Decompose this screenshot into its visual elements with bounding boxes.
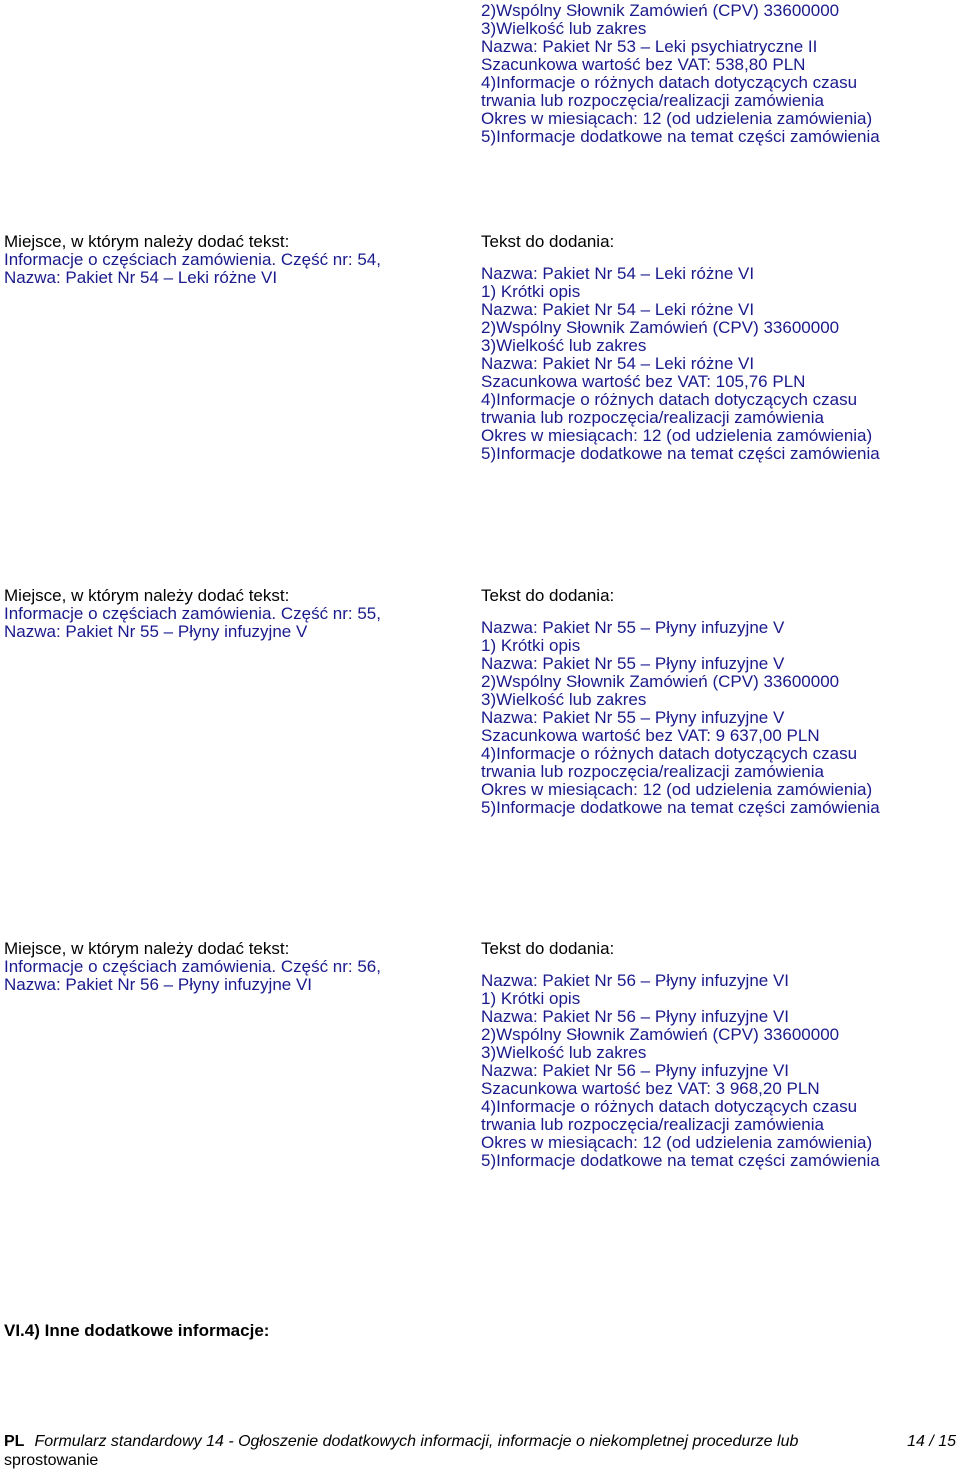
page-number: 14 / 15 bbox=[907, 1433, 956, 1450]
text-line: 2)Wspólny Słownik Zamówień (CPV) 33600000 bbox=[481, 318, 840, 337]
place-line: Informacje o częściach zamówienia. Część nr: 54, bbox=[4, 250, 381, 269]
text-line: 5)Informacje dodatkowe na temat części zamówienia bbox=[481, 1151, 880, 1170]
text-line: Nazwa: Pakiet Nr 55 – Płyny infuzyjne V bbox=[481, 708, 785, 727]
text-line: 4)Informacje o różnych datach dotyczących czasu bbox=[481, 73, 858, 92]
text-line: Nazwa: Pakiet Nr 55 – Płyny infuzyjne V bbox=[481, 618, 785, 637]
footer-description: Formularz standardowy 14 - Ogłoszenie dodatkowych informacji, informacje o niekompletnej procedurze lub bbox=[34, 1433, 799, 1450]
place-line: Nazwa: Pakiet Nr 54 – Leki różne VI bbox=[4, 268, 278, 287]
text-line: 1) Krótki opis bbox=[481, 989, 581, 1008]
text-line: Okres w miesiącach: 12 (od udzielenia zamówienia) bbox=[481, 1133, 873, 1152]
text-line: 1) Krótki opis bbox=[481, 636, 581, 655]
text-line: trwania lub rozpoczęcia/realizacji zamówienia bbox=[481, 91, 824, 110]
text-line: Nazwa: Pakiet Nr 54 – Leki różne VI bbox=[481, 300, 755, 319]
text-line: Nazwa: Pakiet Nr 54 – Leki różne VI bbox=[481, 354, 755, 373]
text-line: trwania lub rozpoczęcia/realizacji zamówienia bbox=[481, 762, 824, 781]
text-line: 1) Krótki opis bbox=[481, 282, 581, 301]
text-line: Szacunkowa wartość bez VAT: 538,80 PLN bbox=[481, 55, 806, 74]
text-to-add-label: Tekst do dodania: bbox=[481, 232, 615, 251]
place-line: Nazwa: Pakiet Nr 55 – Płyny infuzyjne V bbox=[4, 622, 308, 641]
text-to-add-label: Tekst do dodania: bbox=[481, 586, 615, 605]
place-line: Informacje o częściach zamówienia. Część nr: 56, bbox=[4, 957, 381, 976]
top-continuation-block bbox=[481, 2, 880, 146]
place-label: Miejsce, w którym należy dodać tekst: bbox=[4, 232, 290, 251]
text-line: Okres w miesiącach: 12 (od udzielenia zamówienia) bbox=[481, 426, 873, 445]
text-line: Okres w miesiącach: 12 (od udzielenia zamówienia) bbox=[481, 109, 873, 128]
page-footer bbox=[4, 1432, 956, 1470]
footer-lang: PL bbox=[4, 1433, 25, 1450]
text-line: trwania lub rozpoczęcia/realizacji zamówienia bbox=[481, 1115, 824, 1134]
text-line: trwania lub rozpoczęcia/realizacji zamówienia bbox=[481, 408, 824, 427]
text-line: 2)Wspólny Słownik Zamówień (CPV) 33600000 bbox=[481, 1, 840, 20]
text-line: Nazwa: Pakiet Nr 53 – Leki psychiatryczne II bbox=[481, 37, 818, 56]
text-line: Szacunkowa wartość bez VAT: 9 637,00 PLN bbox=[481, 726, 820, 745]
text-line: Szacunkowa wartość bez VAT: 3 968,20 PLN bbox=[481, 1079, 820, 1098]
text-line: 3)Wielkość lub zakres bbox=[481, 690, 647, 709]
text-line: 2)Wspólny Słownik Zamówień (CPV) 33600000 bbox=[481, 672, 840, 691]
text-line: 4)Informacje o różnych datach dotyczących czasu bbox=[481, 1097, 858, 1116]
text-line: Nazwa: Pakiet Nr 54 – Leki różne VI bbox=[481, 264, 755, 283]
section-54-place bbox=[4, 233, 381, 287]
section-55-text bbox=[481, 587, 880, 817]
section-56-place bbox=[4, 940, 381, 994]
section-55-place bbox=[4, 587, 381, 641]
place-label: Miejsce, w którym należy dodać tekst: bbox=[4, 586, 290, 605]
text-line: Nazwa: Pakiet Nr 56 – Płyny infuzyjne VI bbox=[481, 1007, 790, 1026]
place-label: Miejsce, w którym należy dodać tekst: bbox=[4, 939, 290, 958]
text-line: 5)Informacje dodatkowe na temat części zamówienia bbox=[481, 798, 880, 817]
footer-description-cont: sprostowanie bbox=[4, 1452, 99, 1469]
text-line: 5)Informacje dodatkowe na temat części zamówienia bbox=[481, 444, 880, 463]
text-line: 3)Wielkość lub zakres bbox=[481, 1043, 647, 1062]
text-line: 3)Wielkość lub zakres bbox=[481, 336, 647, 355]
text-line: Nazwa: Pakiet Nr 56 – Płyny infuzyjne VI bbox=[481, 971, 790, 990]
text-line: Szacunkowa wartość bez VAT: 105,76 PLN bbox=[481, 372, 806, 391]
text-line: Nazwa: Pakiet Nr 56 – Płyny infuzyjne VI bbox=[481, 1061, 790, 1080]
text-to-add-label: Tekst do dodania: bbox=[481, 939, 615, 958]
place-line: Nazwa: Pakiet Nr 56 – Płyny infuzyjne VI bbox=[4, 975, 313, 994]
section-heading: VI.4) Inne dodatkowe informacje: bbox=[4, 1321, 270, 1340]
section-54-text bbox=[481, 233, 880, 463]
text-line: 4)Informacje o różnych datach dotyczących czasu bbox=[481, 744, 858, 763]
text-line: 2)Wspólny Słownik Zamówień (CPV) 33600000 bbox=[481, 1025, 840, 1044]
text-line: 3)Wielkość lub zakres bbox=[481, 19, 647, 38]
place-line: Informacje o częściach zamówienia. Część nr: 55, bbox=[4, 604, 381, 623]
text-line: Okres w miesiącach: 12 (od udzielenia zamówienia) bbox=[481, 780, 873, 799]
section-56-text bbox=[481, 940, 880, 1170]
text-line: Nazwa: Pakiet Nr 55 – Płyny infuzyjne V bbox=[481, 654, 785, 673]
text-line: 5)Informacje dodatkowe na temat części zamówienia bbox=[481, 127, 880, 146]
text-line: 4)Informacje o różnych datach dotyczących czasu bbox=[481, 390, 858, 409]
